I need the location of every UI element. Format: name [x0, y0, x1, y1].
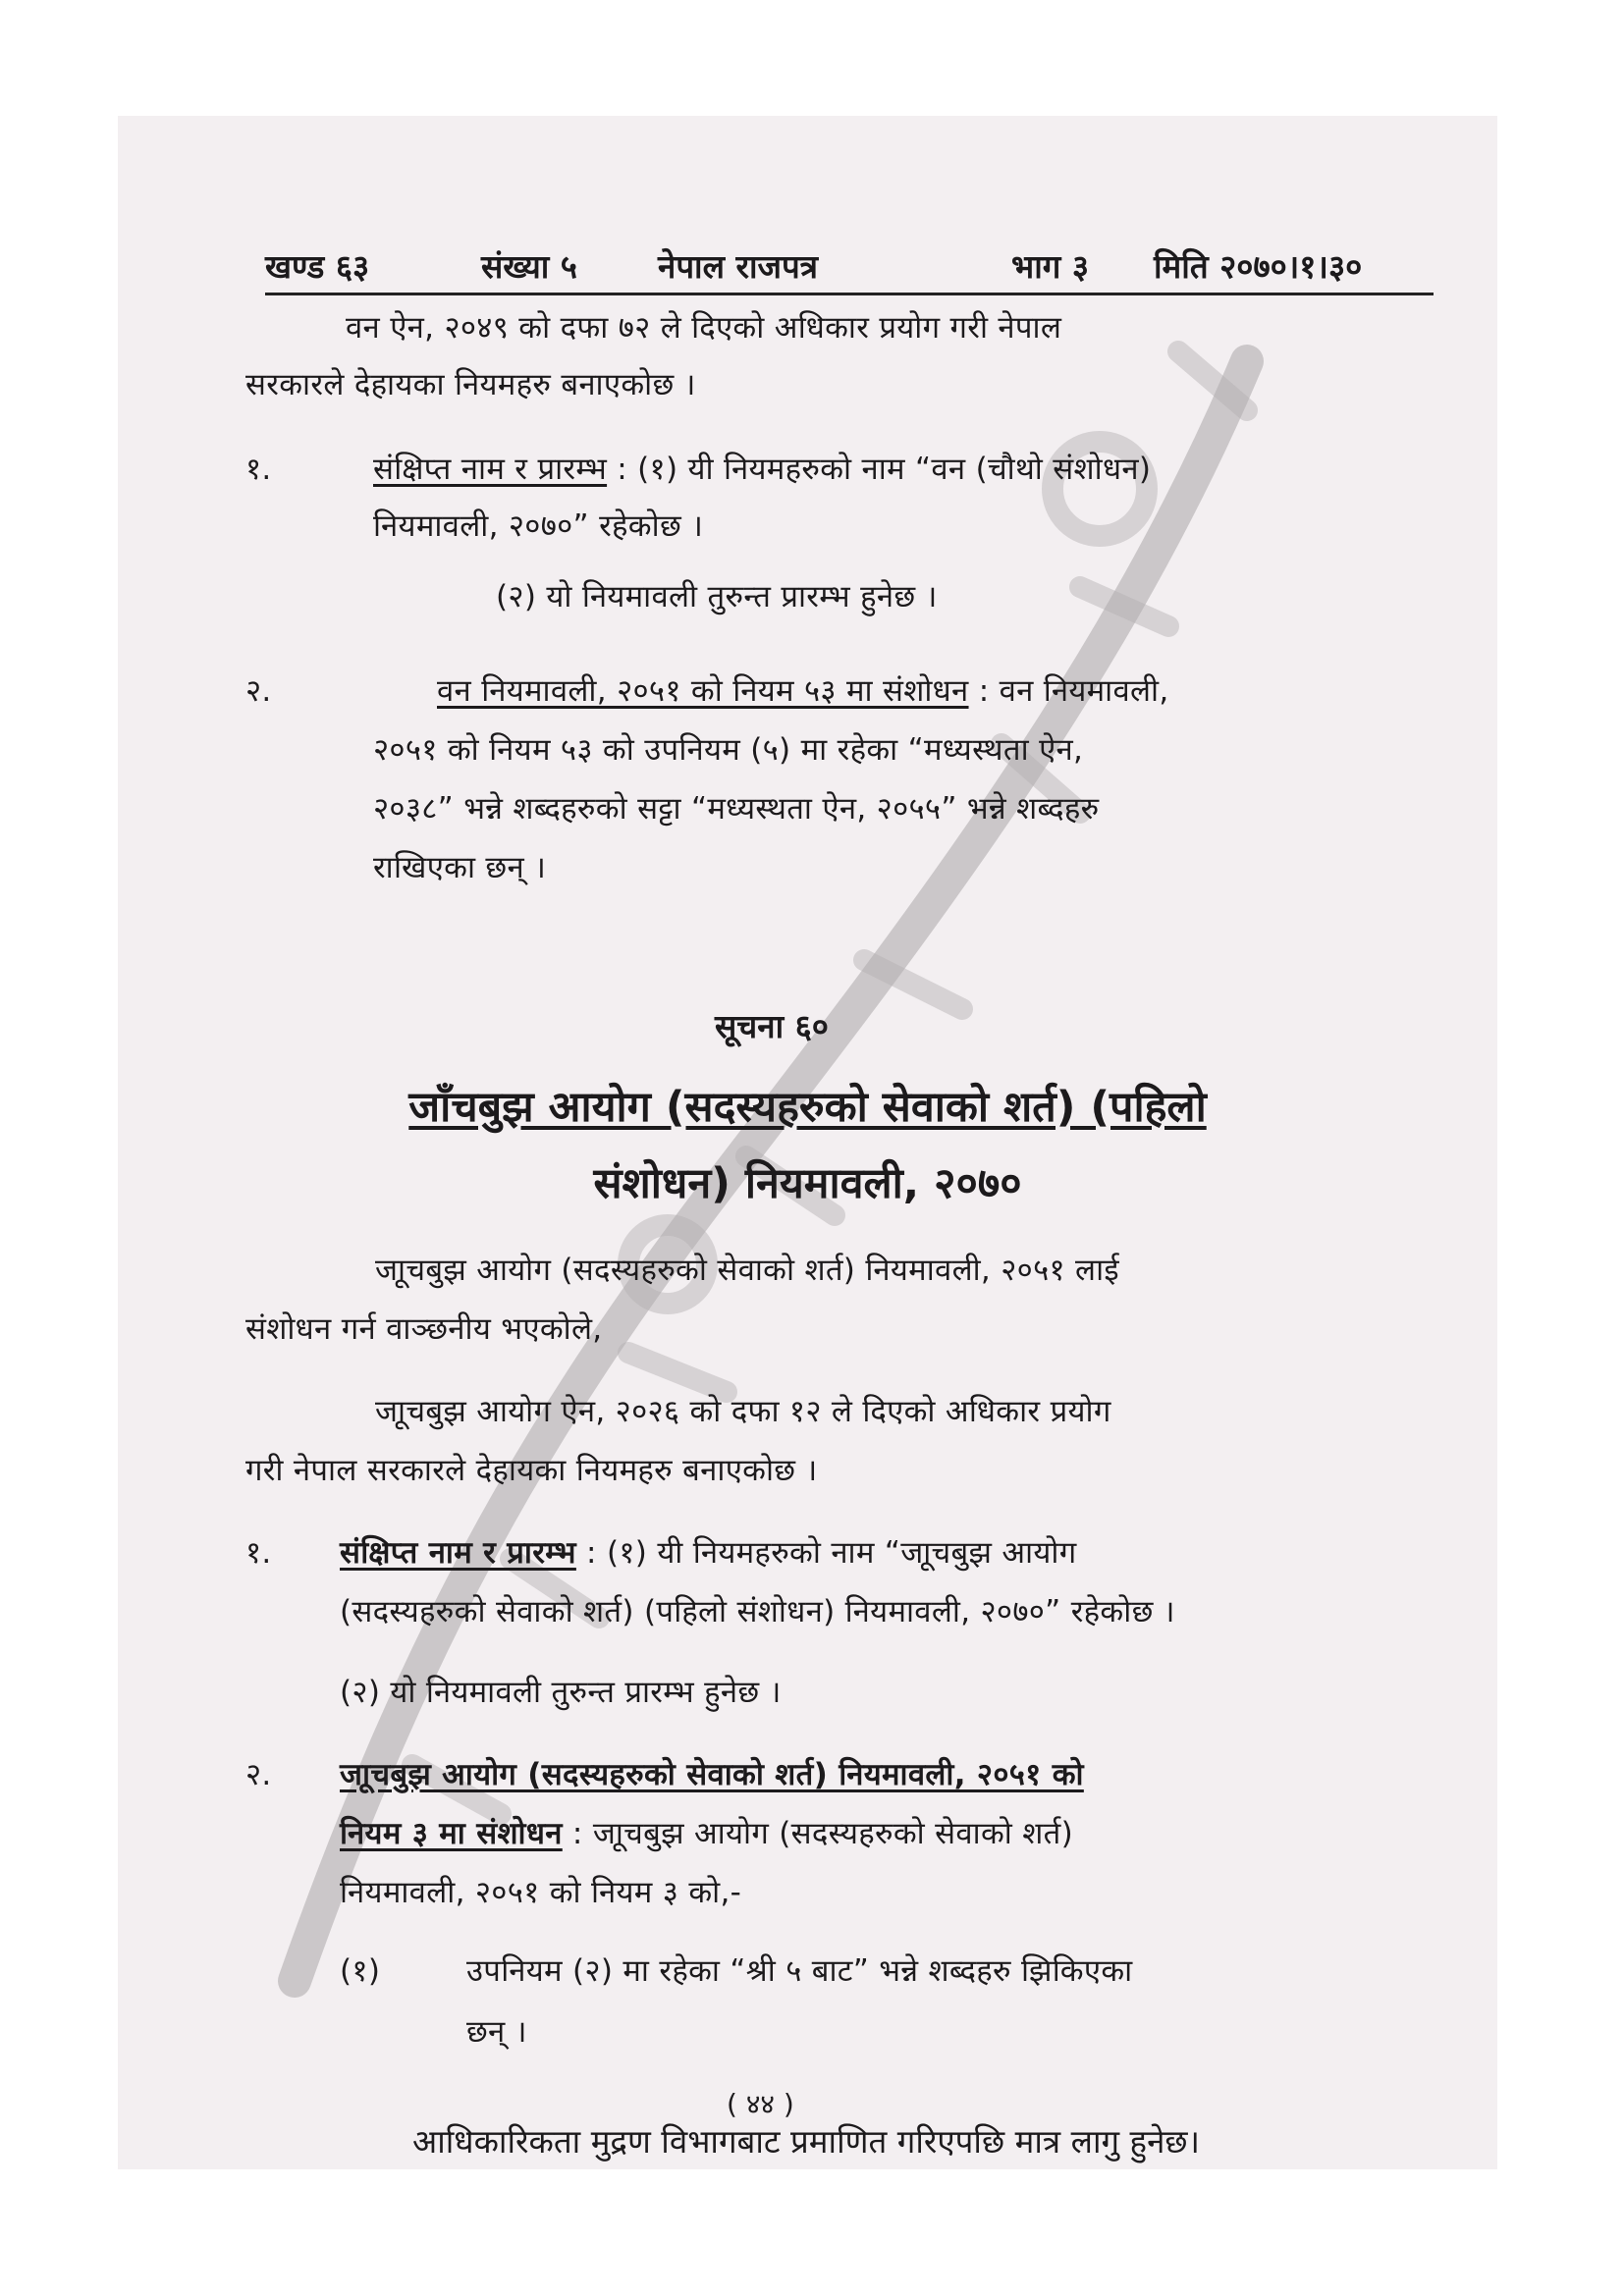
rule1-s2-line4: राखिएका छन् । — [373, 850, 547, 885]
header-date: मिति २०७०।१।३० — [1154, 247, 1363, 286]
notice-label: सूचना ६० — [715, 1007, 829, 1045]
rule1-preamble-line1: वन ऐन, २०४९ को दफा ७२ ले दिएको अधिकार प्रयोग गरी नेपाल — [346, 310, 1062, 346]
rule1-s2-line1 — [437, 671, 1169, 711]
page-number: ( ४४ ) — [727, 2088, 794, 2120]
rule2-s1-text: : (१) यी नियमहरुको नाम “जाूचबुझ आयोग — [575, 1535, 1077, 1571]
rule2-s2-heading-line1: जाूचबुझ आयोग (सदस्यहरुको सेवाको शर्त) नियमावली, २०५१ को — [340, 1757, 1084, 1792]
rule1-s1-line1 — [373, 450, 1151, 489]
rule1-s2-text: : वन नियमावली, — [968, 673, 1169, 709]
rule1-s1-number: १. — [245, 452, 272, 487]
rule2-s1-heading: संक्षिप्त नाम र प्रारम्भ — [340, 1535, 576, 1571]
rule2-p2-line2: गरी नेपाल सरकारले देहायका नियमहरु बनाएकोछ । — [245, 1453, 818, 1488]
notice-title-line1: जाँचबुझ आयोग (सदस्यहरुको सेवाको शर्त) (पहिलो — [408, 1083, 1207, 1132]
rule2-p1-line2: संशोधन गर्न वाञ्छनीय भएकोले, — [245, 1311, 603, 1347]
rule2-s1-line1 — [340, 1533, 1076, 1573]
rule1-s1-text: : (१) यी नियमहरुको नाम “वन (चौथो संशोधन) — [607, 452, 1152, 487]
rule2-s2-item1-line1: उपनियम (२) मा रहेका “श्री ५ बाट” भन्ने शब्दहरु झिकिएका — [466, 1953, 1133, 1989]
rule2-s1-line2: (सदस्यहरुको सेवाको शर्त) (पहिलो संशोधन) नियमावली, २०७०” रहेकोछ । — [340, 1594, 1175, 1629]
stamp-watermark — [118, 116, 1497, 2169]
rule2-s2-heading-line2: नियम ३ मा संशोधन — [340, 1816, 563, 1851]
rule1-s1-line2: नियमावली, २०७०” रहेकोछ । — [373, 508, 704, 544]
rule2-s2-item1-number: (१) — [340, 1953, 381, 1989]
rule2-s2-item1-line2: छन् । — [466, 2014, 527, 2050]
rule1-s2-heading: वन नियमावली, २०५१ को नियम ५३ मा संशोधन — [437, 673, 969, 709]
rule2-s1-sub2: (२) यो नियमावली तुरुन्त प्रारम्भ हुनेछ । — [340, 1675, 782, 1710]
rule2-s2-line3: नियमावली, २०५१ को नियम ३ को,- — [340, 1875, 742, 1910]
notice-title-line2: संशोधन) नियमावली, २०७० — [593, 1159, 1022, 1208]
rule2-s2-number: २. — [245, 1757, 272, 1792]
header-part: भाग ३ — [1011, 247, 1089, 286]
rule2-s2-line2 — [340, 1814, 1073, 1853]
rule1-s1-sub2: (२) यो नियमावली तुरुन्त प्रारम्भ हुनेछ । — [496, 579, 938, 614]
header-publication: नेपाल राजपत्र — [658, 247, 818, 286]
header-volume: खण्ड ६३ — [265, 247, 370, 286]
footer-note: आधिकारिकता मुद्रण विभागबाट प्रमाणित गरिएपछि मात्र लागु हुनेछ। — [412, 2122, 1201, 2161]
rule2-p2-line1: जाूचबुझ आयोग ऐन, २०२६ को दफा १२ ले दिएको अधिकार प्रयोग — [375, 1394, 1111, 1429]
rule2-s2-text: : जाूचबुझ आयोग (सदस्यहरुको सेवाको शर्त) — [562, 1816, 1074, 1851]
rule1-s2-line2: २०५१ को नियम ५३ को उपनियम (५) मा रहेका “मध्यस्थता ऐन, — [373, 732, 1084, 768]
rule2-s1-number: १. — [245, 1535, 272, 1571]
rule1-s1-heading: संक्षिप्त नाम र प्रारम्भ — [373, 452, 608, 487]
rule1-s2-number: २. — [245, 673, 272, 709]
gazette-page — [118, 116, 1497, 2169]
rule2-p1-line1: जाूचबुझ आयोग (सदस्यहरुको सेवाको शर्त) नियमावली, २०५१ लाई — [375, 1253, 1119, 1288]
rule1-s2-line3: २०३८” भन्ने शब्दहरुको सट्टा “मध्यस्थता ऐन, २०५५” भन्ने शब्दहरु — [373, 791, 1100, 827]
header-number: संख्या ५ — [481, 247, 577, 286]
rule1-preamble-line2: सरकारले देहायका नियमहरु बनाएकोछ । — [245, 367, 696, 402]
gazette-header — [265, 240, 1434, 295]
